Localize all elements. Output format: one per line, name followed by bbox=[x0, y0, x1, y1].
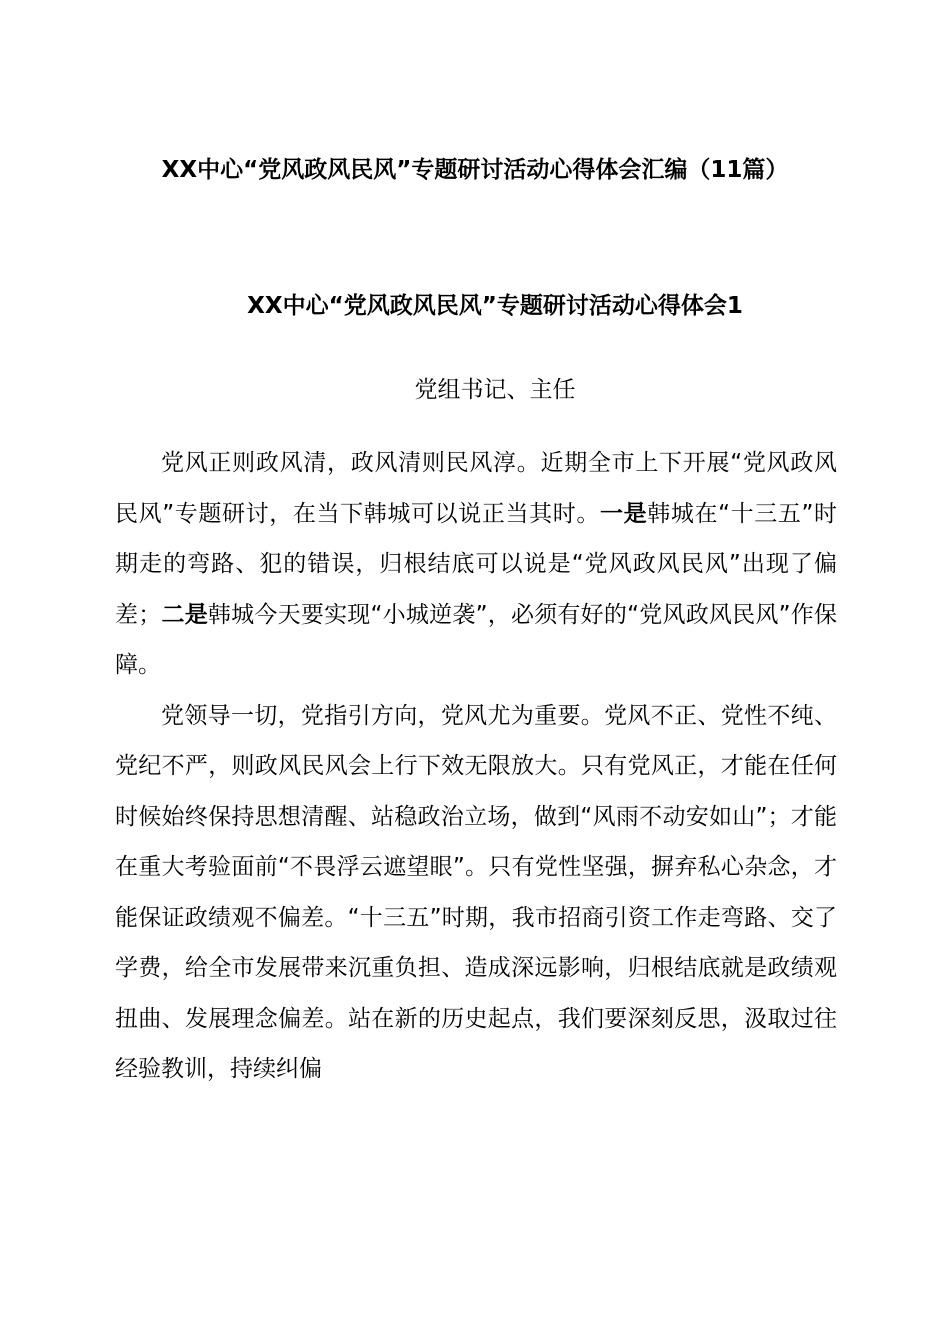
paragraph-1-text-b: 韩城在“十三五”时期走的弯路、犯的错误，归根结底可以说是“党风政风民风”出现了偏差； bbox=[115, 500, 837, 628]
paragraph-1 bbox=[115, 438, 837, 691]
paragraph-2: 党领导一切，党指引方向，党风尤为重要。党风不正、党性不纯、党纪不严，则政风民风会上行下效无限放大。只有党风正，才能在任何时候始终保持思想清醒、站稳政治立场，做到“风雨不动安如山”；才能在重大考验面前“不畏浮云遮望眼”。只有党性坚强，摒弃私心杂念，才能保证政绩观不偏差。“十三五”时期，我市招商引资工作走弯路、交了学费，给全市发展带来沉重负担、造成深远影响，归根结底就是政绩观扭曲、发展理念偏差。站在新的历史起点，我们要深刻反思，汲取过往经验教训，持续纠偏 bbox=[115, 702, 837, 1082]
paragraph-1-emphasis-second: 二是 bbox=[161, 601, 208, 628]
paragraph-1-emphasis-first: 一是 bbox=[599, 500, 648, 527]
document-title: XX中心“党风政风民风”专题研讨活动心得体会汇编（11篇） bbox=[161, 157, 789, 183]
paragraph-1-text-c: 韩城今天要实现“小城逆袭”，必须有好的“党风政风民风”作保障。 bbox=[115, 601, 837, 678]
section-title: XX中心“党风政风民风”专题研讨活动心得体会1 bbox=[247, 293, 743, 319]
body-text bbox=[115, 438, 837, 1095]
paragraph-1-text-a: 党风正则政风清，政风清则民风淳。近期全市上下开展“党风政风民风”专题研讨，在当下韩城可以说正当其时。 bbox=[115, 450, 837, 527]
author-line: 党组书记、主任 bbox=[414, 377, 576, 403]
